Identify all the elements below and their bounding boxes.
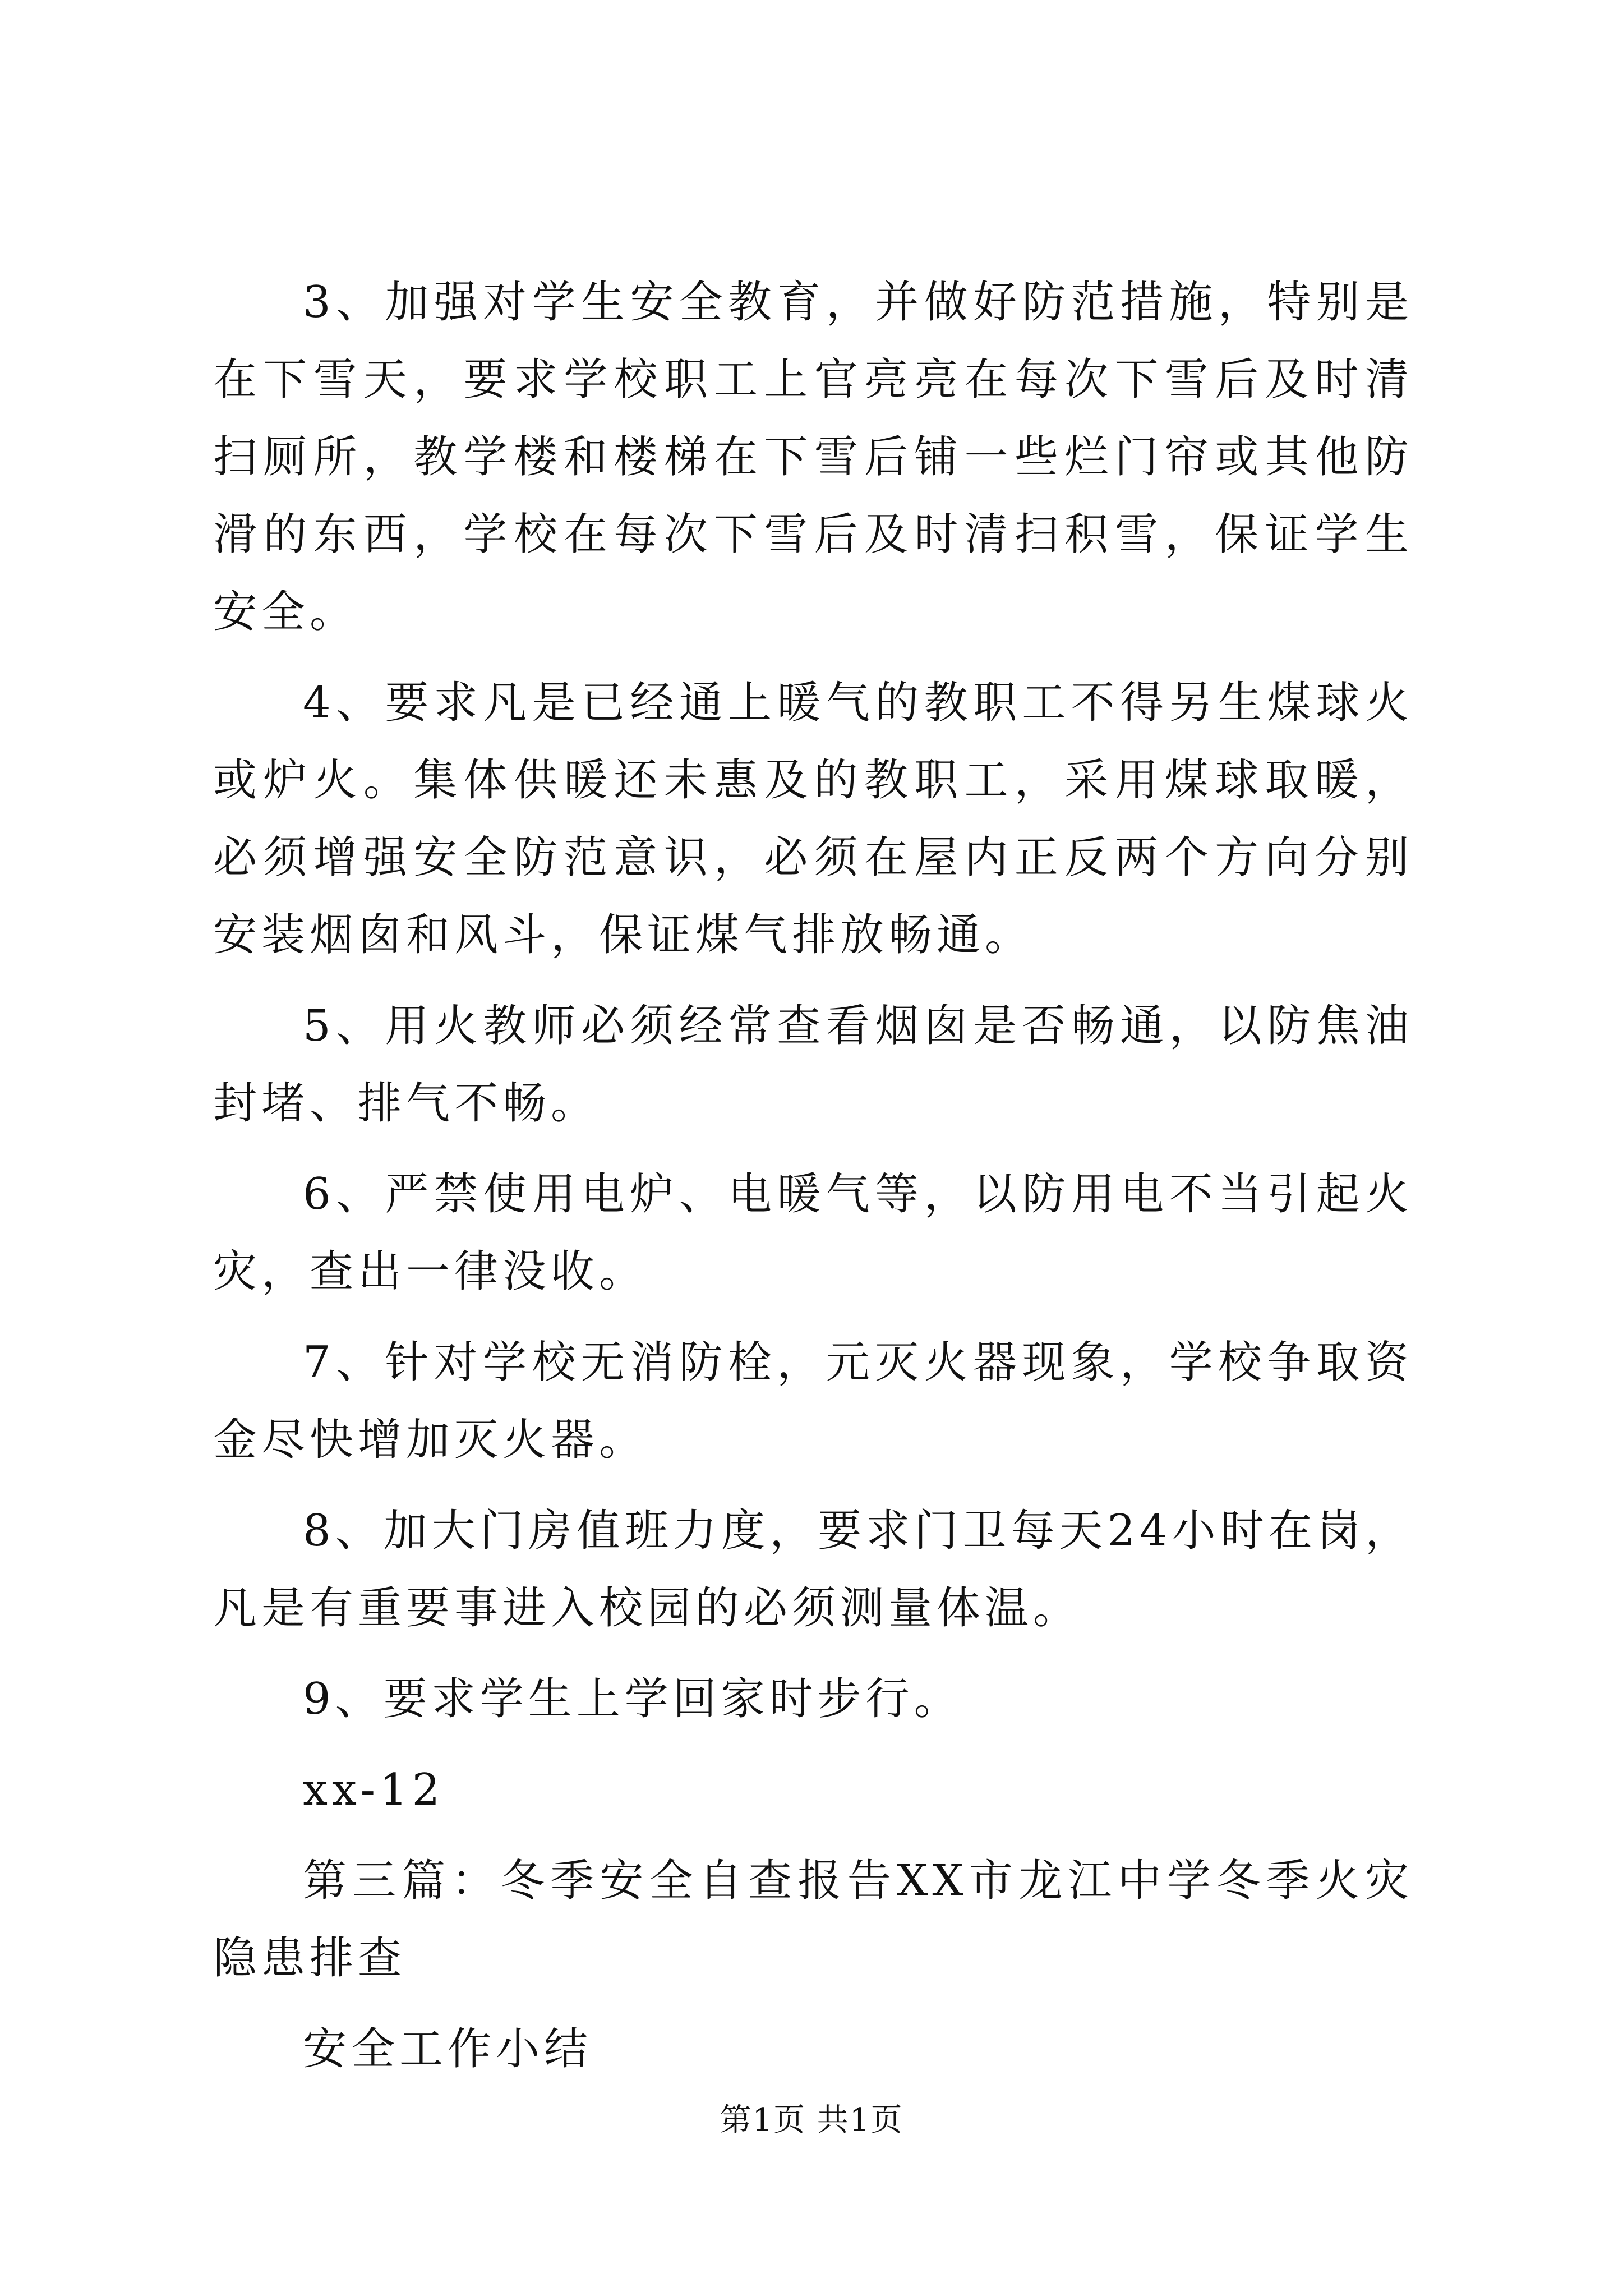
paragraph-item-8: 8、加大门房值班力度，要求门卫每天24小时在岗，凡是有重要事进入校园的必须测量体温。: [213, 1506, 1413, 1634]
section-heading: 第三篇：冬季安全自查报告XX市龙江中学冬季火灾隐患排查: [213, 1856, 1413, 1984]
paragraph-item-5: 5、用火教师必须经常查看烟囱是否畅通，以防焦油封堵、排气不畅。: [213, 1001, 1413, 1129]
paragraph-item-7: 7、针对学校无消防栓，元灭火器现象，学校争取资金尽快增加灭火器。: [213, 1337, 1413, 1465]
paragraph-item-4: 4、要求凡是已经通上暖气的教职工不得另生煤球火或炉火。集体供暖还未惠及的教职工，采用煤球取暖，必须增强安全防范意识，必须在屋内正反两个方向分别安装烟囱和风斗，保证煤气排放畅通。: [213, 678, 1413, 960]
document-body: [213, 264, 1413, 2101]
paragraph-item-3: 3、加强对学生安全教育，并做好防范措施，特别是在下雪天，要求学校职工上官亮亮在每次下雪后及时清扫厕所，教学楼和楼梯在下雪后铺一些烂门帘或其他防滑的东西，学校在每次下雪后及时清扫积雪，保证学生安全。: [213, 277, 1413, 637]
paragraph-item-6: 6、严禁使用电炉、电暖气等，以防用电不当引起火灾，查出一律没收。: [213, 1169, 1413, 1297]
section-subheading: 安全工作小结: [303, 2024, 593, 2074]
document-date: xx-12: [303, 1765, 445, 1815]
paragraph-item-9: 9、要求学生上学回家时步行。: [303, 1674, 962, 1724]
page-footer: 第1页 共1页: [720, 2102, 903, 2138]
